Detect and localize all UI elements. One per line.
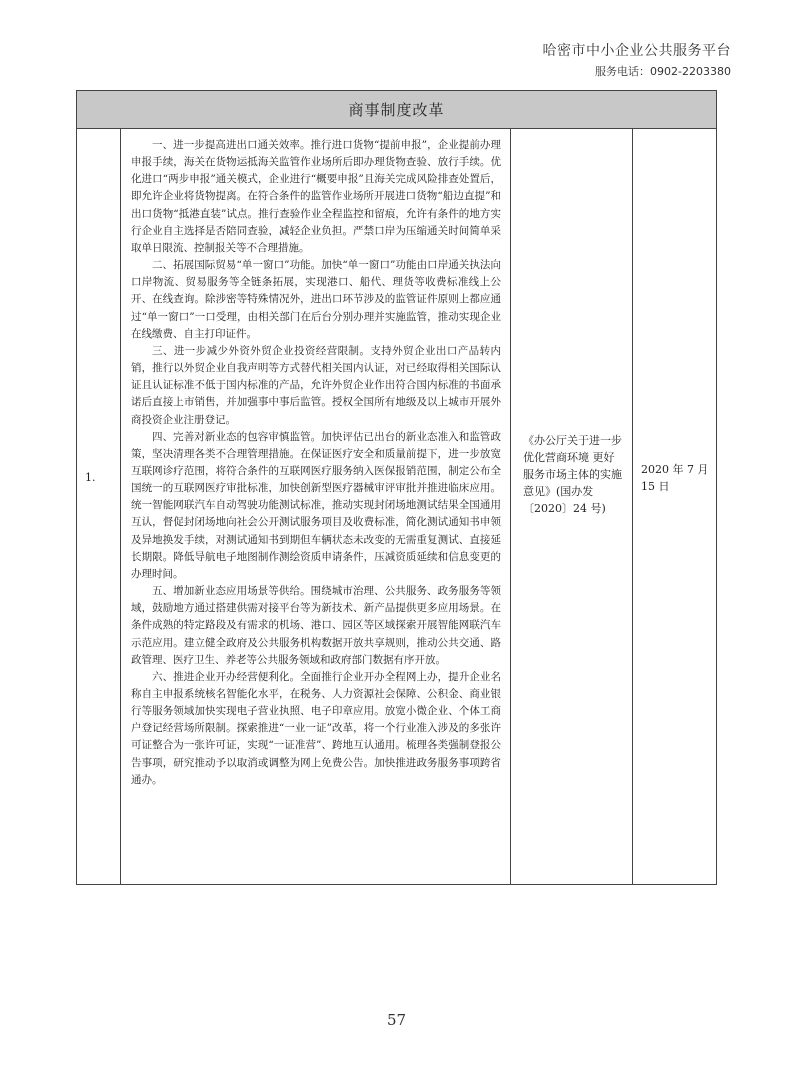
issue-date: 2020 年 7 月 15 日: [641, 463, 709, 493]
platform-name: 哈密市中小企业公共服务平台: [542, 43, 731, 59]
date-cell: [633, 129, 716, 884]
content-cell: [121, 129, 511, 884]
policy-source: 《办公厅关于进一步优化营商环境 更好服务市场主体的实施意见》(国办发〔2020〕24 号): [523, 434, 622, 515]
paragraph-4: 四、完善对新业态的包容审慎监管。加快评估已出台的新业态准入和监管政策，坚决清理各类不合理管理措施。在保证医疗安全和质量前提下，进一步放宽互联网诊疗范围，将符合条件的互联网医疗服务纳入医保报销范围，制定公布全国统一的互联网医疗审批标准，加快创新型医疗器械审评审批并推进临床应用。统一智能网联汽车自动驾驶功能测试标准，推动实现封闭场地测试结果全国通用互认，督促封闭场地向社会公开测试服务项目及收费标准，简化测试通知书申领及异地换发手续，对测试通知书到期但车辆状态未改变的无需重复测试、直接延长期限。降低导航电子地图制作测绘资质申请条件，压减资质延续和信息变更的办理时间。: [131, 430, 501, 580]
paragraph-3: 三、进一步减少外资外贸企业投资经营限制。支持外贸企业出口产品转内销，推行以外贸企业自我声明等方式替代相关国内认证，对已经取得相关国际认证且认证标准不低于国内标准的产品，允许外贸企业作出符合国内标准的书面承诺后直接上市销售，并加强事中事后监管。授权全国所有地级及以上城市开展外商投资企业注册登记。: [131, 344, 501, 426]
content-text: [121, 129, 510, 789]
row-number-cell: [77, 129, 121, 884]
paragraph-2: 二、拓展国际贸易“单一窗口”功能。加快“单一窗口”功能由口岸通关执法向口岸物流、贸易服务等全链条拓展，实现港口、船代、理货等收费标准线上公开、在线查询。除涉密等特殊情况外，进出口环节涉及的监管证件原则上都应通过“单一窗口”一口受理，由相关部门在后台分别办理并实施监管，推动实现企业在线缴费、自主打印证件。: [131, 259, 501, 340]
paragraph-6: 六、推进企业开办经营便利化。全面推行企业开办全程网上办，提升企业名称自主申报系统核名智能化水平，在税务、人力资源社会保障、公积金、商业银行等服务领域加快实现电子营业执照、电子印章应用。放宽小微企业、个体工商户登记经营场所限制。探索推进“一业一证”改革，将一个行业准入涉及的多张许可证整合为一张许可证，实现“一证准营”、跨地互认通用。梳理各类强制登报公告事项，研究推动予以取消或调整为网上免费公告。加快推进政务服务事项跨省通办。: [131, 670, 501, 786]
paragraph-5: 五、增加新业态应用场景等供给。围绕城市治理、公共服务、政务服务等领域，鼓励地方通过搭建供需对接平台等为新技术、新产品提供更多应用场景。在条件成熟的特定路段及有需求的机场、港口、园区等区域探索开展智能网联汽车示范应用。建立健全政府及公共服务机构数据开放共享规则，推动公共交通、路政管理、医疗卫生、养老等公共服务领域和政府部门数据有序开放。: [131, 585, 501, 666]
row-number: 1.: [85, 471, 96, 484]
policy-table: [76, 90, 717, 885]
page-number: 57: [386, 1011, 407, 1029]
page-header: [543, 40, 732, 79]
paragraph-1: 一、进一步提高进出口通关效率。推行进口货物“提前申报”，企业提前办理申报手续，海关在货物运抵海关监管作业场所后即办理货物查验、放行手续。优化进口“两步申报”通关模式，企业进行“概要申报”且海关完成风险排查处置后，即允许企业将货物提离。在符合条件的监管作业场所开展进口货物“船边直提”和出口货物“抵港直装”试点。推行查验作业全程监控和留痕，允许有条件的地方实行企业自主选择是否陪同查验，减轻企业负担。严禁口岸为压缩通关时间简单采取单日限流、控制报关等不合理措施。: [131, 139, 501, 254]
policy-source-cell: [511, 129, 633, 884]
service-phone: 服务电话：0902-2203380: [595, 65, 731, 78]
section-title: 商事制度改革: [77, 91, 716, 129]
